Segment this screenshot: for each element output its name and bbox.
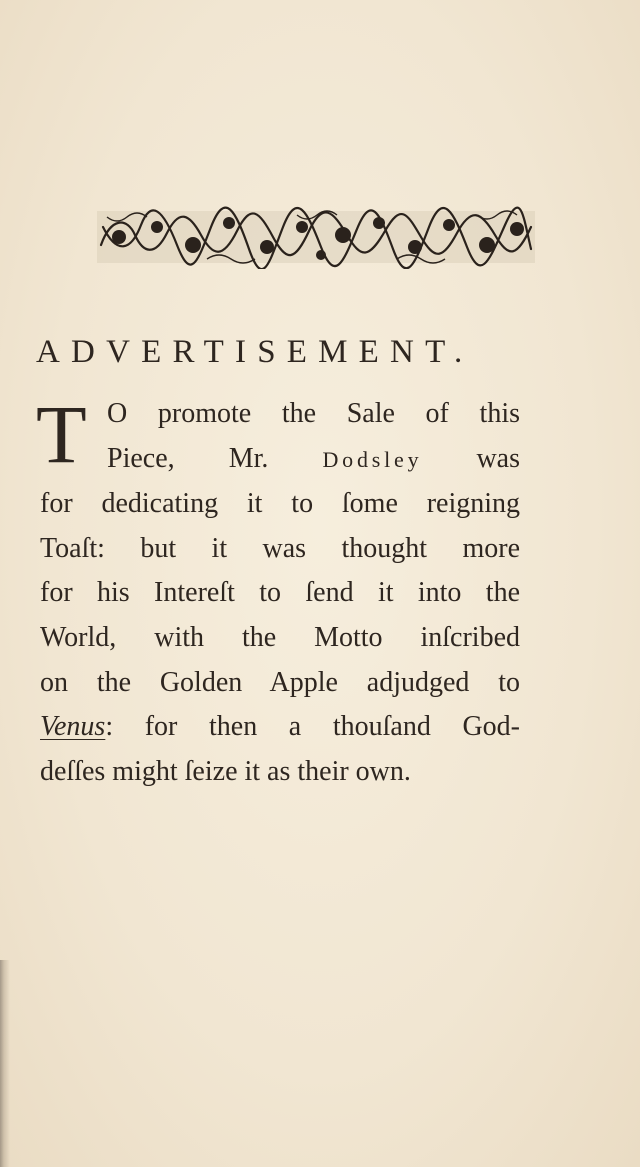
text-line-2-end: was — [422, 442, 521, 474]
text-line-9: deſſes might ſeize it as their own. — [40, 755, 411, 787]
text-line-8-end: : for then a thouſand God- — [105, 711, 520, 743]
text-line-2-start: Piece, Mr. — [107, 442, 323, 474]
drop-cap-letter: T — [36, 388, 87, 480]
text-line-7: on the Golden Apple adjudged to — [40, 666, 520, 698]
text-line-2 — [40, 437, 520, 483]
page-binding-shadow — [0, 960, 10, 1167]
text-line-4: Toaſt: but it was thought more — [40, 532, 520, 564]
venus-word: Venus — [40, 711, 106, 743]
publisher-name: Dodsley — [322, 446, 423, 472]
text-line-3: for dedicating it to ſome reigning — [40, 488, 520, 520]
engraved-floral-headpiece-icon — [97, 205, 535, 269]
text-line-8 — [40, 705, 520, 750]
text-line-1: O promote the Sale of this — [107, 398, 520, 429]
text-line-5: for his Intereſt to ſend it into the — [40, 577, 520, 609]
text-line-6: World, with the Motto inſcribed — [40, 621, 520, 653]
advertisement-heading: ADVERTISEMENT. — [36, 334, 474, 370]
advertisement-paragraph — [40, 392, 520, 794]
